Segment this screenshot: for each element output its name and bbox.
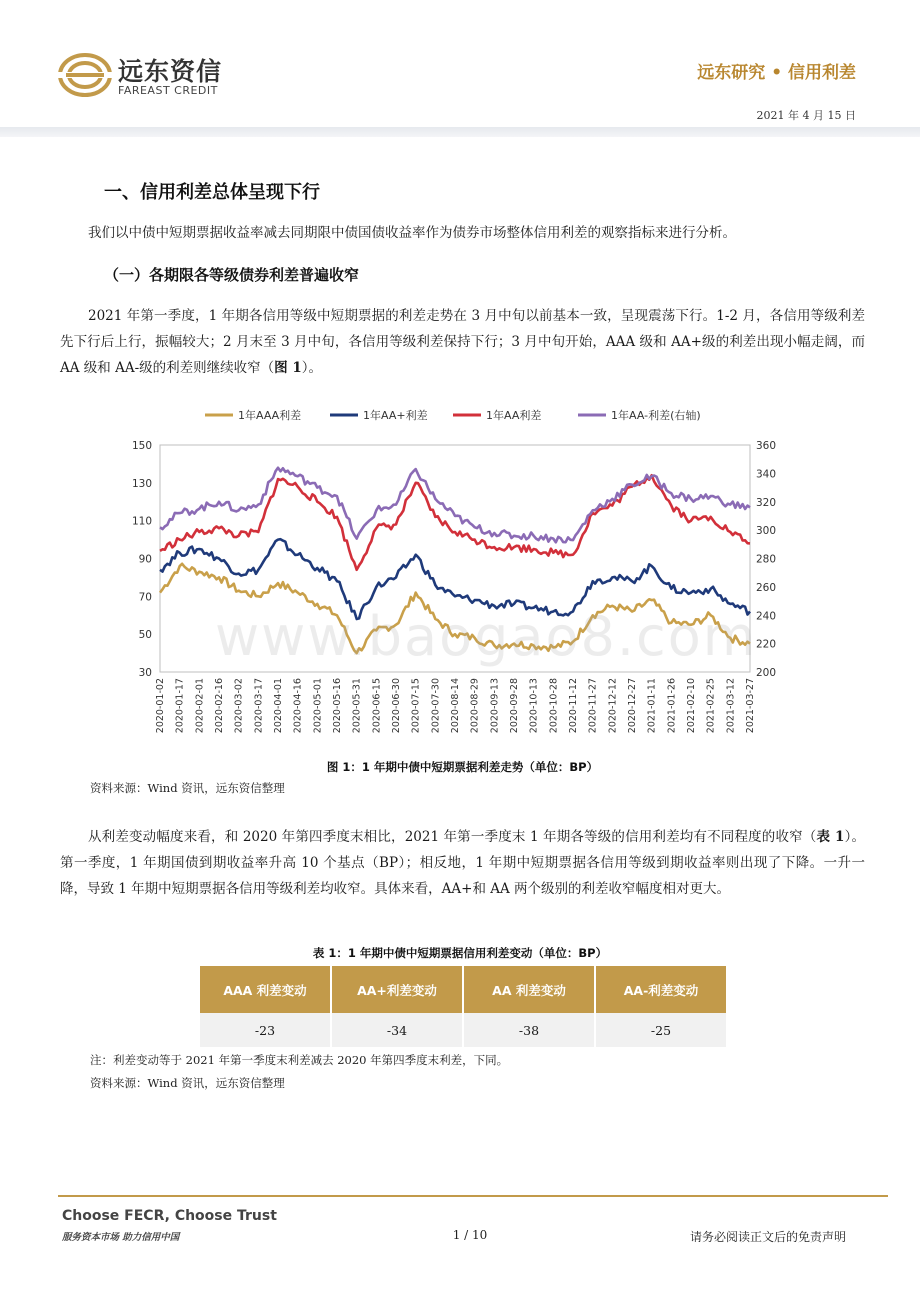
x-axis-tick-label: 2020-05-16 [332,678,343,734]
x-axis-tick-label: 2021-02-10 [686,678,697,734]
paragraph-1 [60,303,865,381]
legend-label: 1年AA+利差 [363,409,428,422]
value-aa: -38 [463,1013,595,1047]
right-axis-tick-label: 320 [756,496,777,509]
x-axis-tick-label: 2020-07-15 [410,678,422,734]
legend-label: 1年AAA利差 [238,409,302,422]
subsection-heading: （一）各期限各等级债券利差普遍收窄 [104,266,360,284]
report-date: 2021 年 4 月 15 日 [756,109,856,122]
header-divider [0,127,920,137]
disclaimer-note: 请务必阅读正文后的免责声明 [689,1230,846,1244]
x-axis-tick-label: 2020-01-02 [155,678,166,734]
x-axis-tick-label: 2020-04-16 [292,678,304,734]
paragraph-2-end: ）。第一季度，1 年期国债到期收益率升高 10 个基点（BP）；相反地，1 年期中短期票据各信用等级到期收益率则出现了下降。一升一降，导致 1 年期中短期票据各信用等级利差均收窄。具体来看，AA+和 AA 两个级别的利差收窄幅度相对更大。 [60,829,865,897]
series-title: 远东研究 • 信用利差 [697,63,856,83]
right-axis-tick-label: 200 [756,667,777,679]
x-axis-tick-label: 2020-01-17 [174,678,186,734]
x-axis-tick-label: 2020-05-31 [351,678,363,734]
footer-subslogan: 服务资本市场 助力信用中国 [62,1232,180,1243]
header-aaa: AAA 利差变动 [200,966,331,1013]
right-axis-tick-label: 280 [756,553,777,566]
left-axis-tick-label: 30 [138,667,152,679]
table-1-caption: 表 1：1 年期中债中短期票据信用利差变动（单位：BP） [312,946,608,960]
right-axis-tick-label: 300 [756,525,777,538]
x-axis-tick-label: 2021-01-26 [666,678,678,734]
paragraph-2-text: 从利差变动幅度来看，和 2020 年第四季度末相比，2021 年第一季度末 1 年期各等级的信用利差均有不同程度的收窄（ [88,829,817,845]
x-axis-tick-label: 2021-02-25 [705,678,717,734]
table-1-source: 资料来源：Wind 资讯，远东资信整理 [90,1076,285,1090]
x-axis-tick-label: 2020-10-13 [528,678,540,734]
right-axis-tick-label: 360 [756,440,777,452]
paragraph-1-text: 2021 年第一季度，1 年期各信用等级中短期票据的利差走势在 3 月中旬以前基本一致，呈现震荡下行。1-2 月，各信用等级利差先下行后上行，振幅较大；2 月末至 3 月中旬，各信用等级利差保持下行；3 月中旬开始，AAA 级和 AA+级的利差出现小幅走阔，而 AA 级和 AA-级的利差则继续收窄（ [60,308,865,376]
left-axis-tick-label: 150 [131,440,152,452]
table-header-row [200,966,726,1013]
header-aa: AA 利差变动 [463,966,595,1013]
fareast-logo-icon [58,52,112,98]
x-axis-tick-label: 2020-05-01 [312,678,324,734]
right-axis-tick-label: 340 [756,468,777,481]
x-axis-tick-label: 2020-10-28 [548,678,560,734]
table-row [200,1013,726,1047]
left-axis-tick-label: 110 [131,515,152,528]
x-axis-tick-label: 2021-03-27 [745,678,756,734]
left-axis-tick-label: 70 [138,591,152,604]
x-axis-tick-label: 2020-06-30 [391,678,402,734]
x-axis-tick-label: 2020-12-27 [627,678,638,734]
x-axis-tick-label: 2020-03-17 [253,678,265,734]
credit-spread-line-chart [120,400,800,750]
value-aa-minus: -25 [595,1013,726,1047]
x-axis-tick-label: 2020-07-30 [430,678,442,734]
x-axis-tick-label: 2020-09-28 [509,678,520,734]
spread-change-table [200,966,726,1047]
x-axis-tick-label: 2020-06-15 [371,678,383,734]
right-axis-tick-label: 240 [756,610,777,623]
page-number: 1 / 10 [452,1228,488,1242]
left-axis-tick-label: 130 [131,477,152,490]
footer-slogan: Choose FECR, Choose Trust [62,1208,277,1224]
x-axis-tick-label: 2021-03-12 [725,678,737,734]
x-axis-tick-label: 2020-11-27 [587,678,599,734]
x-axis-tick-label: 2020-11-12 [568,678,579,734]
table-1-note: 注：利差变动等于 2021 年第一季度末利差减去 2020 年第四季度末利差，下同。 [90,1053,509,1067]
x-axis-tick-label: 2020-02-01 [194,678,206,734]
table-1-ref: 表 1 [816,829,845,845]
logo-english-text: FAREAST CREDIT [118,84,218,97]
legend-label: 1年AA-利差(右轴) [611,409,701,422]
logo-chinese-text: 远东资信 [118,57,223,86]
value-aaa: -23 [200,1013,331,1047]
header-aa-minus: AA-利差变动 [595,966,726,1013]
legend-label: 1年AA利差 [486,409,542,422]
x-axis-tick-label: 2021-01-11 [646,678,658,734]
x-axis-tick-label: 2020-08-29 [469,678,481,734]
paragraph-1-end: ）。 [301,360,322,376]
x-axis-tick-label: 2020-12-12 [607,678,619,734]
left-axis-tick-label: 90 [138,553,152,566]
figure-1-ref: 图 1 [274,360,302,376]
watermark: www.baogao8.com [215,605,758,668]
x-axis-tick-label: 2020-04-01 [273,678,284,734]
right-axis-tick-label: 220 [756,638,777,651]
value-aa-plus: -34 [331,1013,463,1047]
intro-paragraph: 我们以中债中短期票据收益率减去同期限中债国债收益率作为债券市场整体信用利差的观察指标来进行分析。 [88,225,736,241]
x-axis-tick-label: 2020-03-02 [233,678,245,734]
header-aa-plus: AA+利差变动 [331,966,463,1013]
section-heading: 一、信用利差总体呈现下行 [104,182,320,203]
left-axis-tick-label: 50 [138,629,152,642]
right-axis-tick-label: 260 [756,581,777,594]
x-axis-tick-label: 2020-02-16 [214,678,225,734]
x-axis-tick-label: 2020-09-13 [489,678,501,734]
figure-1-source: 资料来源：Wind 资讯，远东资信整理 [90,781,285,795]
footer-divider [58,1195,888,1197]
figure-1-caption: 图 1：1 年期中债中短期票据利差走势（单位：BP） [326,760,599,774]
x-axis-tick-label: 2020-08-14 [450,678,461,734]
paragraph-2 [60,824,865,902]
